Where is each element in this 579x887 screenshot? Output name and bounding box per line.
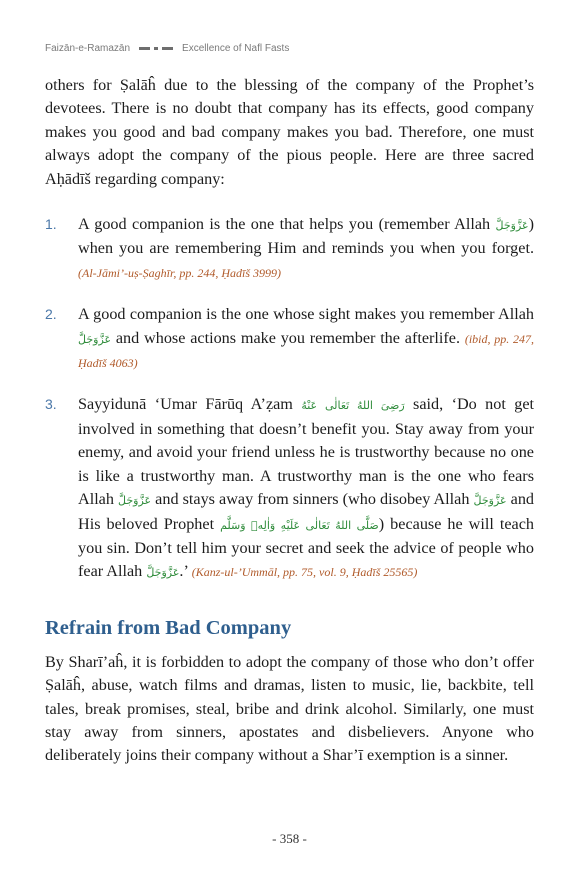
- header-separator: [139, 47, 173, 50]
- list-number: 3.: [45, 396, 57, 413]
- page-number: - 358 -: [272, 831, 307, 846]
- running-header: [45, 40, 539, 56]
- book-title: Faizān-e-Ramazān: [45, 42, 131, 54]
- citation: (Al-Jāmi’-uṣ-Ṣaghīr, pp. 244, Ḥadīš 3999): [78, 265, 281, 280]
- section-paragraph: By Sharī’aĥ, it is forbidden to adopt the company of those who don’t offer Ṣalāĥ, abuse, watch films and dramas, listen to music, lie, backbite, tell tales, break promises, steal, bribe and drink alcohol. Similarly, one must stay away from sinners, apostates and disbelievers. Anyone who deliberately joins their company without a Shar’ī exemption is a sinner.: [45, 652, 534, 765]
- intro-paragraph: others for Ṣalāĥ due to the blessing of the company of the Prophet’s devotees. There is no doubt that company has its effects, good company makes you good and bad company makes you bad. Therefore, one must always adopt the company of the pious people. Here are three sacred Aḥādīš regarding company:: [45, 76, 534, 188]
- arabic-honorific: صَلَّى اللهُ تَعَالٰی عَلَيْهِ وَاٰلِهٖ وَسَلَّم: [220, 518, 379, 532]
- arabic-honorific: رَضِیَ اللهُ تَعَالٰی عَنْهُ: [301, 399, 405, 413]
- arabic-honorific: عَزَّوَجَلَّ: [495, 219, 529, 233]
- chapter-title: Excellence of Nafl Fasts: [182, 42, 290, 54]
- arabic-honorific: عَزَّوَجَلَّ: [118, 494, 152, 508]
- hadith-item-2: 2. A good companion is the one whose sight makes you remember Allah عَزَّوَجَلَّ and whose actions make you remember the afterlife. (ibid, pp. 247, Ḥadīš 4063): [45, 305, 534, 371]
- list-number: 1.: [45, 216, 57, 233]
- hadith-list: [45, 213, 534, 585]
- arabic-honorific: عَزَّوَجَلَّ: [146, 566, 180, 580]
- section-heading: Refrain from Bad Company: [45, 616, 292, 639]
- citation: (ibid, pp. 247, Ḥadīš 4063): [78, 331, 534, 371]
- hadith-item-1: 1. A good companion is the one that helps you (remember Allah عَزَّوَجَلَّ) when you are remembering Him and reminds you when you forget. (Al-Jāmi’-uṣ-Ṣaghīr, pp. 244, Ḥadīš 3999): [45, 215, 534, 280]
- arabic-honorific: عَزَّوَجَلَّ: [78, 332, 112, 346]
- list-number: 2.: [45, 306, 57, 323]
- citation: (Kanz-ul-’Ummāl, pp. 75, vol. 9, Ḥadīš 25565): [191, 565, 418, 580]
- page-content: [45, 74, 534, 768]
- arabic-honorific: عَزَّوَجَلَّ: [473, 494, 507, 508]
- hadith-item-3: 3. Sayyidunā ‘Umar Fārūq A’ẓam رَضِیَ اللهُ تَعَالٰی عَنْهُ said, ‘Do not get involved in something that doesn’t benefit you. Stay away from your enemy, and avoid your friend unless he is trustworthy because no one is like a trustworthy man. A trustworthy man is the one who fears Allah عَزَّوَجَلَّ and stays away from sinners (who disobey Allah عَزَّوَجَلَّ and His beloved Prophet صَلَّى اللهُ تَعَالٰی عَلَيْهِ وَاٰلِهٖ وَسَلَّم) because he will teach you sin. Don’t tell him your secret and seek the advice of people who fear Allah عَزَّوَجَلَّ.’ (Kanz-ul-’Ummāl, pp. 75, vol. 9, Ḥadīš 25565): [45, 395, 535, 581]
